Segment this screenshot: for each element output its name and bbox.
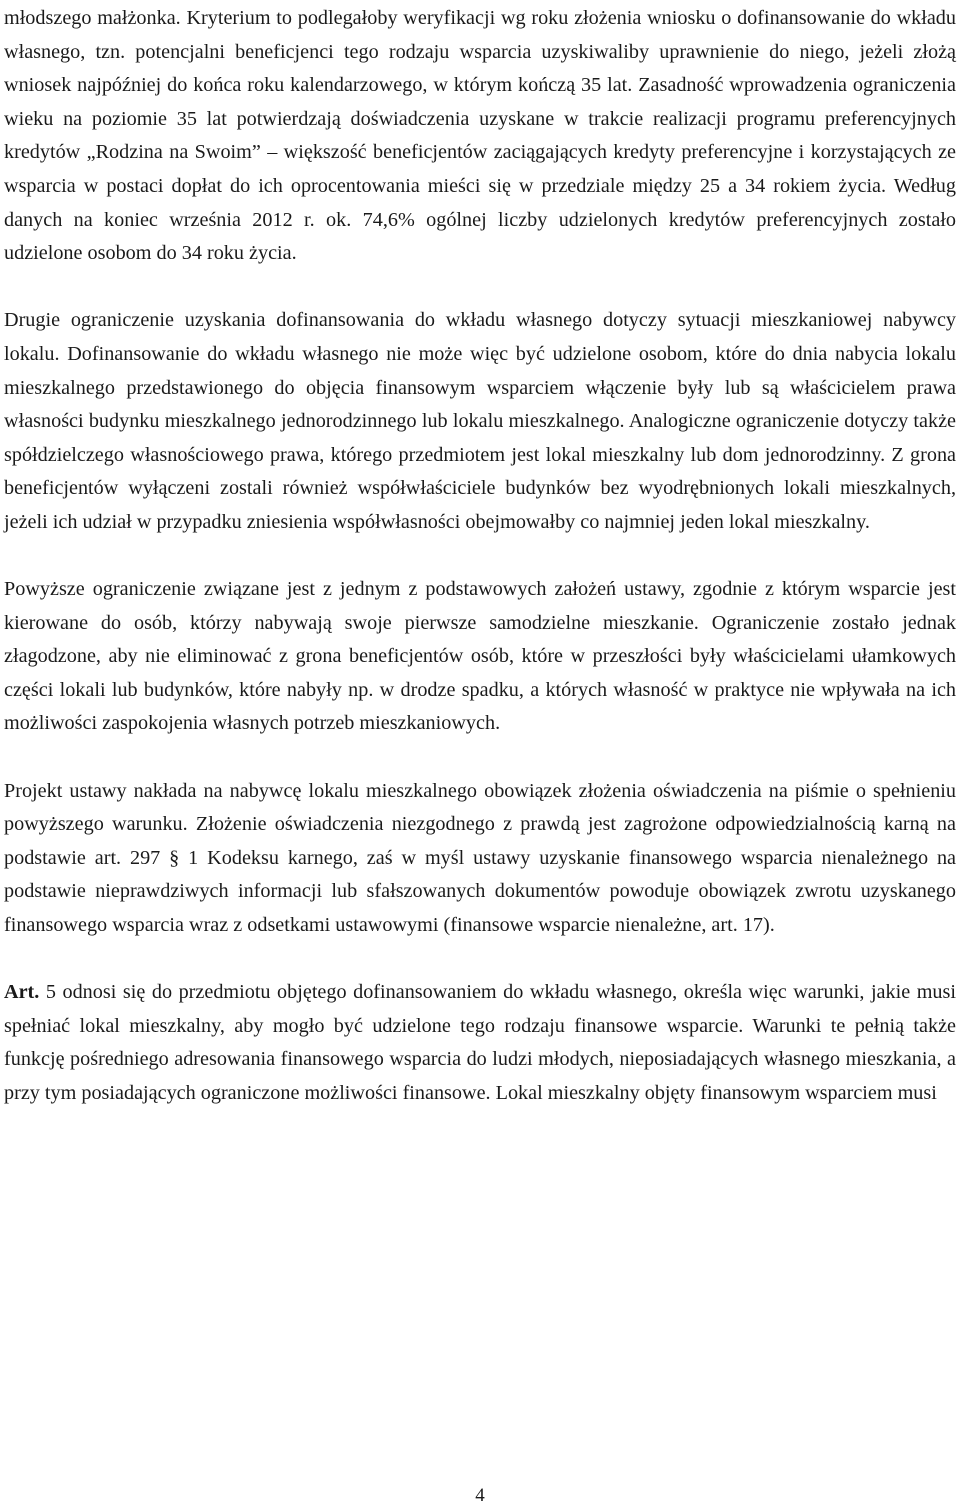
paragraph-housing-restriction: Drugie ograniczenie uzyskania dofinansowania do wkładu własnego dotyczy sytuacji mieszkaniowej nabywcy lokalu. Dofinansowanie do wkładu własnego nie może więc być udzielone osobom, które do dnia nabycia lokalu mieszkalnego przedstawionego do objęcia finansowym wsparciem włączenie były lub są właścicielem prawa własności budynku mieszkalnego jednorodzinnego lub lokalu mieszkalnego. Analogiczne ograniczenie dotyczy także spółdzielczego własnościowego prawa, którego przedmiotem jest lokal mieszkalny lub dom jednorodzinny. Z grona beneficjentów wyłączeni zostali również współwłaściciele budynków bez wyodrębnionych lokali mieszkalnych, jeżeli ich udział w przypadku zniesienia współwłasności obejmowałby co najmniej jeden lokal mieszkalny. (4, 309, 956, 533)
paragraph-first-home-principle: Powyższe ograniczenie związane jest z jednym z podstawowych założeń ustawy, zgodnie z którym wsparcie jest kierowane do osób, którzy nabywają swoje pierwsze samodzielne mieszkanie. Ograniczenie zostało jednak złagodzone, aby nie eliminować z grona beneficjentów osób, które w przeszłości były właścicielami ułamkowych części lokali lub budynków, które nabyły np. w drodze spadku, a których własność w praktyce nie wpływała na ich możliwości zaspokojenia własnych potrzeb mieszkaniowych. (4, 578, 956, 735)
paragraph-age-criterion: młodszego małżonka. Kryterium to podlegałoby weryfikacji wg roku złożenia wniosku o dofinansowanie do wkładu własnego, tzn. potencjalni beneficjenci tego rodzaju wsparcia uzyskiwaliby uprawnienie do niego, jeżeli złożą wniosek najpóźniej do końca roku kalendarzowego, w którym kończą 35 lat. Zasadność wprowadzenia ograniczenia wieku na poziomie 35 lat potwierdzają doświadczenia uzyskane w trakcie realizacji programu preferencyjnych kredytów „Rodzina na Swoim” – większość beneficjentów zaciągających kredyty preferencyjne i korzystających ze wsparcia w postaci dopłat do ich oprocentowania mieści się w przedziale między 25 a 34 rokiem życia. Według danych na koniec września 2012 r. ok. 74,6% ogólnej liczby udzielonych kredytów preferencyjnych zostało udzielone osobom do 34 roku życia. (4, 7, 956, 265)
paragraph-declaration-obligation: Projekt ustawy nakłada na nabywcę lokalu mieszkalnego obowiązek złożenia oświadczenia na piśmie o spełnieniu powyższego warunku. Złożenie oświadczenia niezgodnego z prawdą jest zagrożone odpowiedzialnością karną na podstawie art. 297 § 1 Kodeksu karnego, zaś w myśl ustawy uzyskanie finansowego wsparcia nienależnego na podstawie nieprawdziwych informacji lub sfałszowanych dokumentów powoduje obowiązek zwrotu uzyskanego finansowego wsparcia wraz z odsetkami ustawowymi (finansowe wsparcie nienależne, art. 17). (4, 779, 956, 937)
page-number: 4 (475, 1485, 485, 1506)
paragraph-article-5 (4, 976, 956, 1110)
article-reference: Art. (4, 981, 40, 1004)
article-5-text: 5 odnosi się do przedmiotu objętego dofinansowaniem do wkładu własnego, określa więc warunki, jakie musi spełniać lokal mieszkalny, aby mogło być udzielone tego rodzaju finansowe wsparcie. Warunki te pełnią także funkcję pośredniego adresowania finansowego wsparcia do ludzi młodych, nieposiadających własnego mieszkania, a przy tym posiadających ograniczone możliwości finansowe. Lokal mieszkalny objęty finansowym wsparciem musi (4, 981, 956, 1104)
